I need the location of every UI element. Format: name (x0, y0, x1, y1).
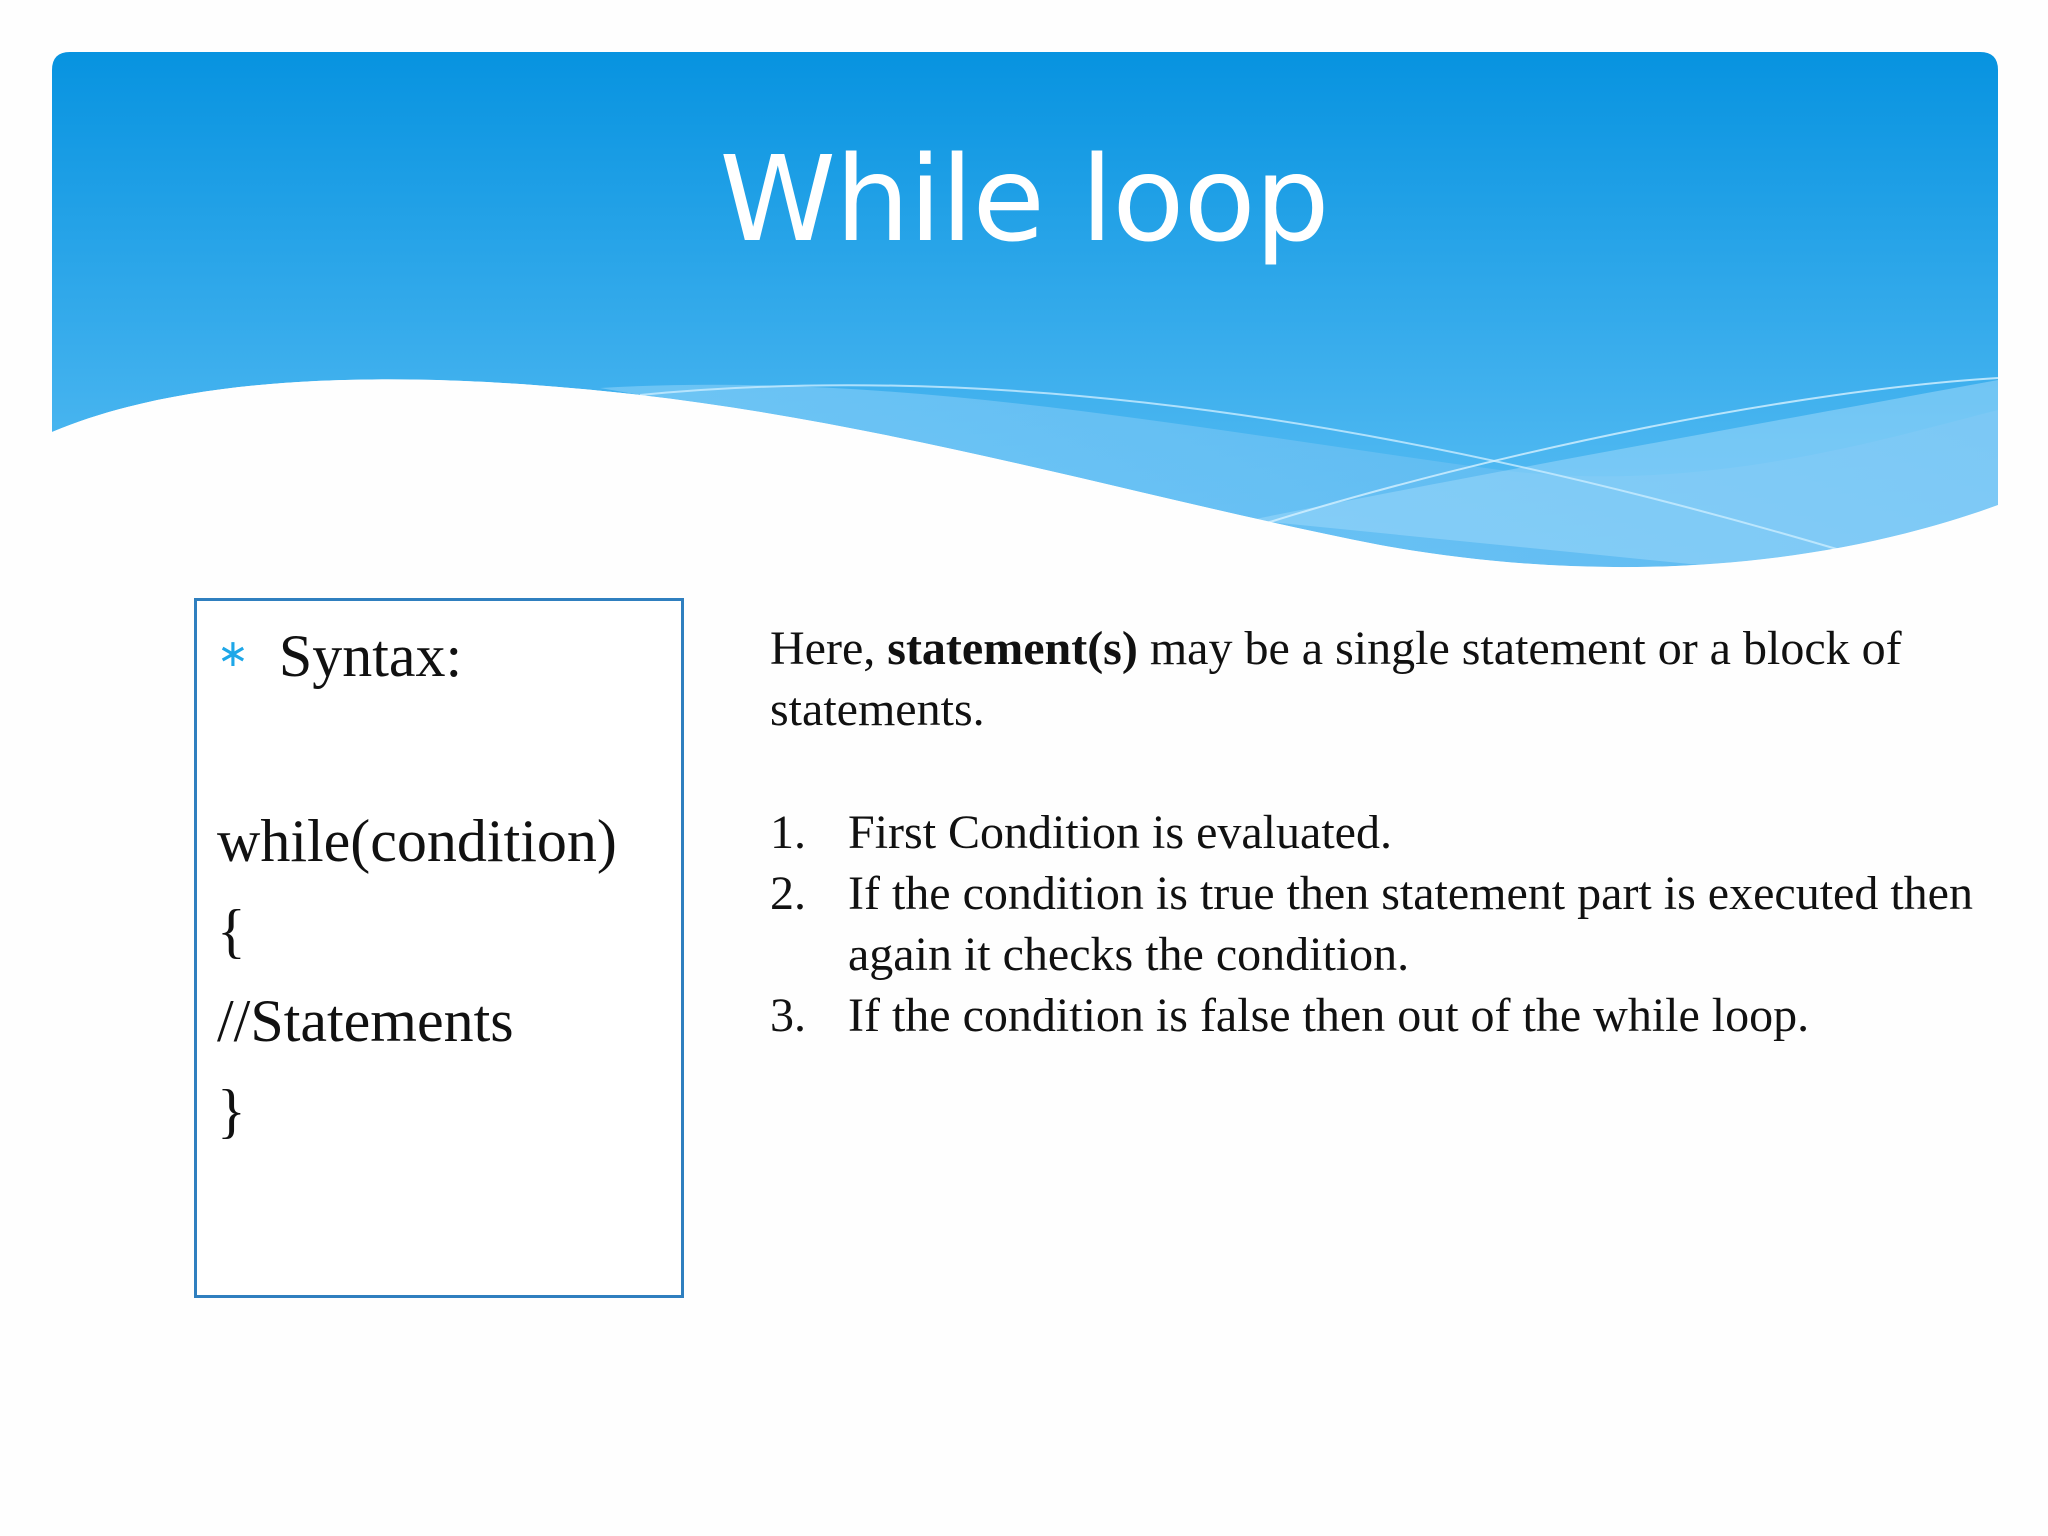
step-number: 1. (770, 806, 806, 859)
header-wave-background (0, 0, 2048, 600)
slide-title: While loop (719, 130, 1329, 268)
code-line: //Statements (217, 988, 514, 1054)
step-text: If the condition is false then out of the while loop. (848, 989, 1810, 1042)
code-line: while(condition) (217, 808, 617, 874)
code-line: { (217, 898, 246, 964)
list-item (770, 985, 1990, 1046)
code-line: } (217, 1078, 246, 1144)
intro-paragraph (770, 618, 1920, 740)
syntax-code (217, 796, 617, 1156)
steps-list (770, 802, 1990, 1046)
intro-suffix: may be a single statement or a block of statements. (770, 622, 1902, 736)
step-number: 3. (770, 989, 806, 1042)
syntax-box (194, 598, 684, 1298)
syntax-heading (217, 623, 462, 689)
syntax-heading-label: Syntax: (278, 623, 463, 689)
step-text: If the condition is true then statement part is executed then again it checks the condition. (848, 867, 1973, 981)
step-text: First Condition is evaluated. (848, 806, 1392, 859)
intro-prefix: Here, (770, 622, 888, 675)
intro-bold-term: statement(s) (887, 622, 1138, 675)
list-item (770, 802, 1990, 863)
list-item (770, 863, 1990, 985)
asterisk-icon: ∗ (217, 631, 249, 675)
step-number: 2. (770, 867, 806, 920)
